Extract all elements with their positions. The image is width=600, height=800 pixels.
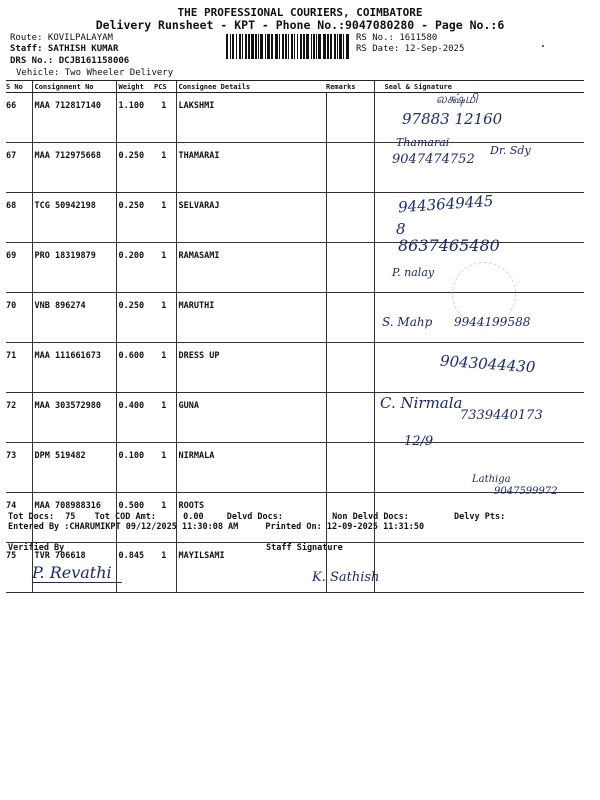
row-consignment-no: MAA 708988316: [32, 493, 116, 543]
row-remarks: [326, 393, 374, 443]
barcode-bar: [242, 34, 243, 59]
handwriting-r66-name: லக்ஷ்மி: [436, 92, 478, 107]
row-consignee: GUNA: [176, 393, 326, 443]
barcode-image: [226, 34, 352, 59]
handwriting-r70: P. nalay: [392, 266, 435, 279]
tot-docs-label: Tot Docs:: [8, 512, 55, 522]
barcode-bar: [330, 34, 332, 59]
barcode-bar: [258, 34, 259, 59]
barcode-bar: [313, 34, 315, 59]
barcode-bar: [346, 34, 349, 59]
tot-cod-label: Tot COD Amt:: [94, 512, 156, 522]
row-weight: 0.100: [116, 443, 152, 493]
row-sno: 75: [6, 543, 32, 593]
barcode-bar: [271, 34, 273, 59]
row-consignment-no: DPM 519482: [32, 443, 116, 493]
col-pcs: PCS: [152, 81, 176, 93]
row-consignment-no: MAA 712817140: [32, 93, 116, 143]
barcode-bar: [226, 34, 228, 59]
barcode-bar: [236, 34, 237, 59]
row-pcs: 1: [152, 193, 176, 243]
handwriting-r72: 9043044430: [439, 351, 536, 377]
row-sno: 69: [6, 243, 32, 293]
rs-date: RS Date: 12-Sep-2025: [356, 44, 465, 54]
row-sno: 66: [6, 93, 32, 143]
row-consignment-no: TVR 706618: [32, 543, 116, 593]
barcode-bar: [282, 34, 284, 59]
row-remarks: [326, 193, 374, 243]
row-pcs: 1: [152, 93, 176, 143]
row-weight: 0.250: [116, 143, 152, 193]
row-consignment-no: MAA 712975668: [32, 143, 116, 193]
row-consignee: NIRMALA: [176, 443, 326, 493]
company-title: THE PROFESSIONAL COURIERS, COIMBATORE: [177, 6, 423, 19]
row-consignee: MAYILSAMI: [176, 543, 326, 593]
barcode-bar: [232, 34, 234, 59]
row-consignment-no: VNB 896274: [32, 293, 116, 343]
barcode-bar: [265, 34, 266, 59]
barcode-bar: [291, 34, 293, 59]
row-consignee: RAMASAMI: [176, 243, 326, 293]
staff-signature: K. Sathish: [312, 570, 380, 585]
delvy-pts-label: Delvy Pts:: [454, 512, 506, 522]
handwriting-r71-phone: 9944199588: [454, 315, 531, 329]
row-weight: 0.250: [116, 293, 152, 343]
scan-speck: [542, 45, 544, 47]
barcode-bar: [239, 34, 241, 59]
handwriting-r75-phone: 9047599972: [494, 486, 558, 497]
barcode-bar: [279, 34, 280, 59]
barcode-bar: [316, 34, 317, 59]
row-weight: 0.250: [116, 193, 152, 243]
entered-by: Entered By :CHARUMIKPT 09/12/2025 11:30:08 AM: [8, 522, 239, 532]
barcode-bar: [303, 34, 305, 59]
staff-label: Staff: SATHISH KUMAR: [10, 44, 119, 54]
handwriting-r66-phone: 97883 12160: [402, 110, 503, 128]
barcode-bar: [327, 34, 329, 59]
table-row: [6, 193, 584, 243]
handwriting-r71-name: S. Mahp: [382, 315, 433, 329]
row-consignee: THAMARAI: [176, 143, 326, 193]
tot-cod-value: 0.00: [183, 512, 204, 522]
handwriting-r68: 9443649445: [397, 191, 494, 217]
row-remarks: [326, 243, 374, 293]
row-sno: 71: [6, 343, 32, 393]
row-weight: 1.100: [116, 93, 152, 143]
row-pcs: 1: [152, 543, 176, 593]
barcode-bar: [245, 34, 247, 59]
non-delvd-docs-label: Non Delvd Docs:: [332, 512, 409, 522]
barcode-bar: [311, 34, 312, 59]
handwriting-r74: 12/9: [404, 434, 434, 449]
handwriting-r67-initials: Dr. Sdy: [490, 144, 531, 157]
row-consignee: MARUTHI: [176, 293, 326, 343]
row-consignment-no: TCG 50942198: [32, 193, 116, 243]
rs-number: RS No.: 1611580: [356, 33, 438, 43]
row-weight: 0.200: [116, 243, 152, 293]
drs-number: DRS No.: DCJB161158006: [10, 56, 130, 66]
col-consignee: Consignee Details: [176, 81, 326, 93]
barcode-bar: [294, 34, 295, 59]
barcode-bar: [318, 34, 321, 59]
row-sno: 74: [6, 493, 32, 543]
row-sno: 67: [6, 143, 32, 193]
barcode-bar: [337, 34, 338, 59]
row-consignee: ROOTS: [176, 493, 326, 543]
row-consignment-no: MAA 303572980: [32, 393, 116, 443]
table-row: [6, 443, 584, 493]
barcode-bar: [323, 34, 326, 59]
barcode-bar: [300, 34, 302, 59]
row-consignment-no: PRO 18319879: [32, 243, 116, 293]
barcode-bar: [306, 34, 309, 59]
row-pcs: 1: [152, 393, 176, 443]
entered-by-line: [8, 522, 424, 532]
row-sno: 70: [6, 293, 32, 343]
row-weight: 0.600: [116, 343, 152, 393]
row-signature-cell: [374, 443, 584, 493]
row-pcs: 1: [152, 343, 176, 393]
row-remarks: [326, 93, 374, 143]
col-remarks: Remarks: [326, 81, 374, 93]
handwriting-r67-name: Thamarai: [396, 136, 450, 149]
barcode-bar: [285, 34, 287, 59]
handwriting-r73-phone: 7339440173: [460, 408, 543, 423]
handwriting-r67-phone: 9047474752: [392, 152, 475, 167]
barcode-bar: [267, 34, 270, 59]
row-remarks: [326, 143, 374, 193]
totals-line: [8, 512, 505, 522]
verified-by-label: Verified By: [8, 543, 65, 553]
row-consignee: LAKSHMI: [176, 93, 326, 143]
barcode-bar: [288, 34, 289, 59]
row-consignee: SELVARAJ: [176, 193, 326, 243]
col-signature: Seal & Signature: [374, 81, 584, 93]
row-remarks: [326, 443, 374, 493]
row-weight: 0.500: [116, 493, 152, 543]
barcode-bar: [343, 34, 344, 59]
row-pcs: 1: [152, 143, 176, 193]
handwriting-r69-phone: 8637465480: [398, 236, 500, 255]
col-weight: Weight: [116, 81, 152, 93]
row-pcs: 1: [152, 443, 176, 493]
barcode-bar: [339, 34, 342, 59]
staff-signature-label: Staff Signature: [266, 543, 343, 553]
row-signature-cell: [374, 543, 584, 593]
printed-on: Printed On: 12-09-2025 11:31:50: [265, 522, 425, 532]
delvd-docs-label: Delvd Docs:: [226, 512, 284, 522]
barcode-bar: [251, 34, 254, 59]
row-pcs: 1: [152, 293, 176, 343]
row-consignee: DRESS UP: [176, 343, 326, 393]
row-remarks: [326, 293, 374, 343]
row-pcs: 1: [152, 243, 176, 293]
handwriting-r75-name: Lathiga: [472, 474, 511, 485]
row-sno: 68: [6, 193, 32, 243]
barcode-bar: [260, 34, 263, 59]
row-sno: 72: [6, 393, 32, 443]
runsheet-subtitle: Delivery Runsheet - KPT - Phone No.:9047080280 - Page No.:6: [95, 18, 505, 32]
handwriting-r69-mark: 8: [396, 220, 406, 238]
barcode-bar: [297, 34, 298, 59]
handwriting-r73-name: C. Nirmala: [380, 394, 463, 412]
table-header-row: [6, 81, 584, 93]
row-remarks: [326, 343, 374, 393]
col-consignment: Consignment No: [32, 81, 116, 93]
route-label: Route: KOVILPALAYAM: [10, 33, 113, 43]
barcode-bar: [248, 34, 250, 59]
row-signature-cell: [374, 143, 584, 193]
row-sno: 73: [6, 443, 32, 493]
tot-docs-value: 75: [65, 512, 76, 522]
row-weight: 0.845: [116, 543, 152, 593]
barcode-bar: [275, 34, 278, 59]
vehicle-label: Vehicle: Two Wheeler Delivery: [16, 68, 174, 78]
col-sno: S No: [6, 81, 32, 93]
barcode-bar: [255, 34, 257, 59]
row-consignment-no: MAA 111661673: [32, 343, 116, 393]
row-pcs: 1: [152, 493, 176, 543]
barcode-bar: [334, 34, 336, 59]
row-weight: 0.400: [116, 393, 152, 443]
verified-signature: P. Revathi: [32, 563, 122, 583]
barcode-bar: [230, 34, 231, 59]
